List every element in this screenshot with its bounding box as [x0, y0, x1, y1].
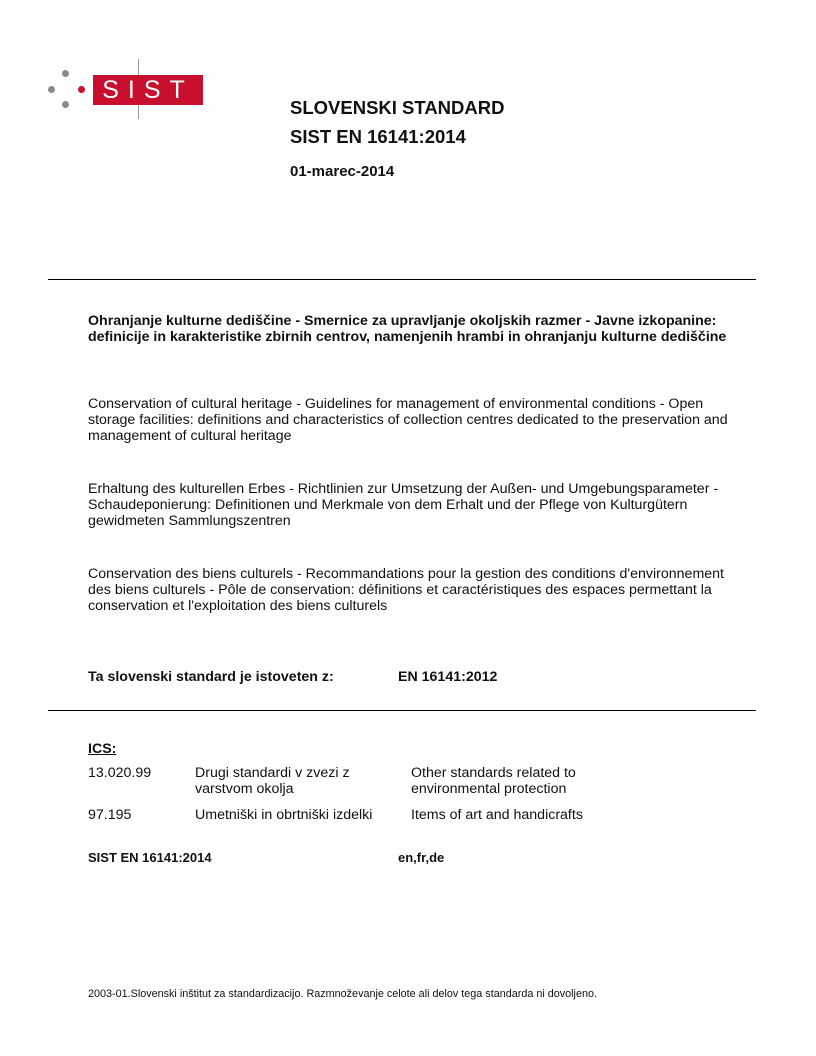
ics-heading: ICS: [88, 741, 117, 757]
ics-slovenian-line: Umetniški in obrtniški izdelki [195, 807, 373, 823]
ics-code: 13.020.99 [88, 765, 152, 781]
ics-slovenian-line: varstvom okolja [195, 781, 294, 797]
divider-bottom [48, 710, 756, 711]
identical-label: Ta slovenski standard je istoveten z: [88, 669, 334, 685]
standard-type: SLOVENSKI STANDARD [290, 97, 505, 118]
standard-number: SIST EN 16141:2014 [290, 126, 466, 147]
ics-english-line: environmental protection [411, 781, 567, 797]
logo-dot-icon [62, 70, 69, 77]
bottom-standard-number: SIST EN 16141:2014 [88, 850, 212, 865]
ics-english-line: Other standards related to [411, 765, 576, 781]
title-english: Conservation of cultural heritage - Guidelines for management of environmental conditions - Open storage facilities: definitions and characteristics of collection centres dedicated to the preservation and management of cultural heritage [88, 396, 728, 444]
bottom-languages: en,fr,de [398, 850, 445, 865]
ics-slovenian-line: Drugi standardi v zvezi z [195, 765, 350, 781]
ics-code: 97.195 [88, 807, 132, 823]
logo-wordmark: SIST [93, 75, 203, 105]
title-german: Erhaltung des kulturellen Erbes - Richtlinien zur Umsetzung der Außen- und Umgebungsparameter - Schaudeponierung: Definitionen und Merkmale von dem Erhalt und der Pflege von Kulturgütern gewidmeten Sammlungszentren [88, 481, 719, 529]
publication-date: 01-marec-2014 [290, 163, 395, 180]
title-slovenian: Ohranjanje kulturne dediščine - Smernice za upravljanje okoljskih razmer - Javne izkopanine: definicije in karakteristike zbirnih centrov, namenjenih hrambi in ohranjanju kulturne dediščine [88, 313, 727, 345]
logo-dot-icon [62, 101, 69, 108]
logo-dot-red-icon [78, 86, 85, 93]
divider-top [48, 279, 756, 280]
copyright-footer: 2003-01.Slovenski inštitut za standardizacijo. Razmnoževanje celote ali delov tega standarda ni dovoljeno. [88, 988, 597, 1000]
identical-value: EN 16141:2012 [398, 669, 498, 685]
ics-english-line: Items of art and handicrafts [411, 807, 583, 823]
title-french: Conservation des biens culturels - Recommandations pour la gestion des conditions d'environnement des biens culturels - Pôle de conservation: définitions et caractéristiques des espaces permettant la conservation et l'exploitation des biens culturels [88, 566, 724, 614]
logo-dot-icon [48, 86, 55, 93]
